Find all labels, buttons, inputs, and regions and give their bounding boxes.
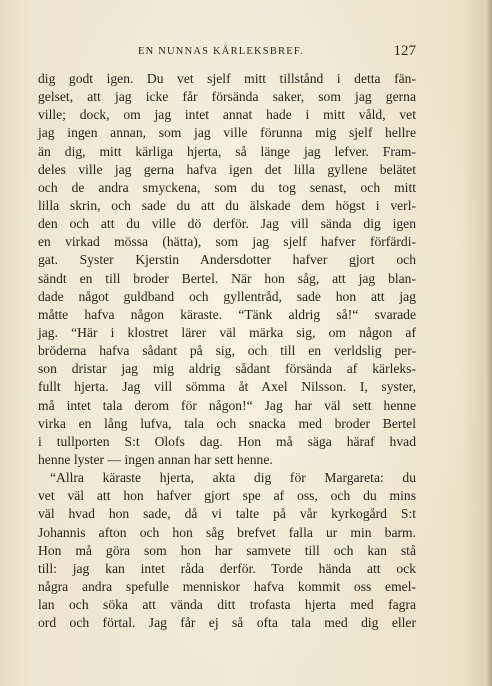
text-line: dig godt igen. Du vet sjelf mitt tillstånd i detta fän- — [38, 71, 416, 86]
text-line: må intet tala derom för någon!“ Jag har väl sett henne — [38, 397, 416, 413]
text-line: fullt hjerta. Jag vill sömma åt Axel Nilsson. I, syster, — [38, 379, 416, 395]
text-line: lilla skrin, och sade du att du älskade dem högst i verl- — [38, 197, 416, 213]
text-line: och de andra smyckena, som du tog senast, och mitt — [38, 179, 416, 195]
text-line: den och att du ville dö derför. Jag vill sända dig igen — [38, 216, 416, 232]
text-line: Hon må göra som hon har samvete till och kan stå — [38, 542, 416, 558]
text-line: vet väl att hon hafver gjort spe af oss, och du mins — [38, 488, 416, 504]
text-line: väl hvad hon sade, då vi talte på vår kyrkogård S:t — [38, 506, 416, 522]
text-line: än dig, mitt kärliga hjerta, så länge jag lefver. Fram- — [38, 143, 416, 159]
text-line: i tullporten S:t Olofs dag. Hon må säga häraf hvad — [38, 433, 416, 449]
text-line: gat. Syster Kjerstin Andersdotter hafver gjort och — [38, 252, 416, 268]
text-line: dade något guldband och gyllentråd, sade hon att jag — [38, 288, 416, 304]
text-line: son dristar jag mig aldrig sådant försända af kärleks- — [38, 361, 416, 377]
text-line: lan och söka att vända ditt trofasta hjerta med fagra — [38, 597, 416, 613]
text-line: ord och förtal. Jag får ej så ofta tala med dig eller — [38, 615, 416, 631]
text-line: en virkad mössa (hätta), som jag sjelf hafver förfärdi- — [38, 234, 416, 250]
page-header — [38, 44, 416, 60]
text-line: deles ville jag gerna hafva igen det lilla gyllene belätet — [38, 161, 416, 177]
text-line: måtte hafva någon käraste. “Tänk aldrig så!“ svarade — [38, 306, 416, 322]
paragraph-start-line: “Allra käraste hjerta, akta dig för Margareta: du — [50, 470, 416, 486]
page-edge-shadow — [486, 0, 492, 686]
text-line: gelset, att jag icke får försända saker, som jag gerna — [38, 89, 416, 105]
running-title: EN NUNNAS KÄRLEKSBREF. — [138, 46, 304, 57]
text-line: till: jag kan intet råda derför. Torde hända att ock — [38, 560, 416, 576]
text-line: bröderna hafva sådant på sig, och till en verldslig per- — [38, 343, 416, 359]
body-text — [38, 70, 416, 632]
text-line: sändt en till broder Bertel. När hon såg, att jag blan- — [38, 270, 416, 286]
text-line: Johannis afton och hon såg brefvet falla ur min barm. — [38, 524, 416, 540]
text-line: jag. “Här i klostret lärer väl märka sig, om någon af — [38, 324, 416, 340]
page-number: 127 — [393, 43, 416, 59]
text-line: virka en lång lufva, tala och snacka med broder Bertel — [38, 415, 416, 431]
text-line: jag ingen annan, som jag ville förunna mig sjelf hellre — [38, 125, 416, 141]
text-line: ville; dock, om jag intet annat hade i mitt våld, vet — [38, 107, 416, 123]
paragraph-end-line: henne lyster — ingen annan har sett henne. — [38, 451, 273, 467]
text-line: några andra spefulle menniskor hafva kommit oss emel- — [38, 578, 416, 594]
